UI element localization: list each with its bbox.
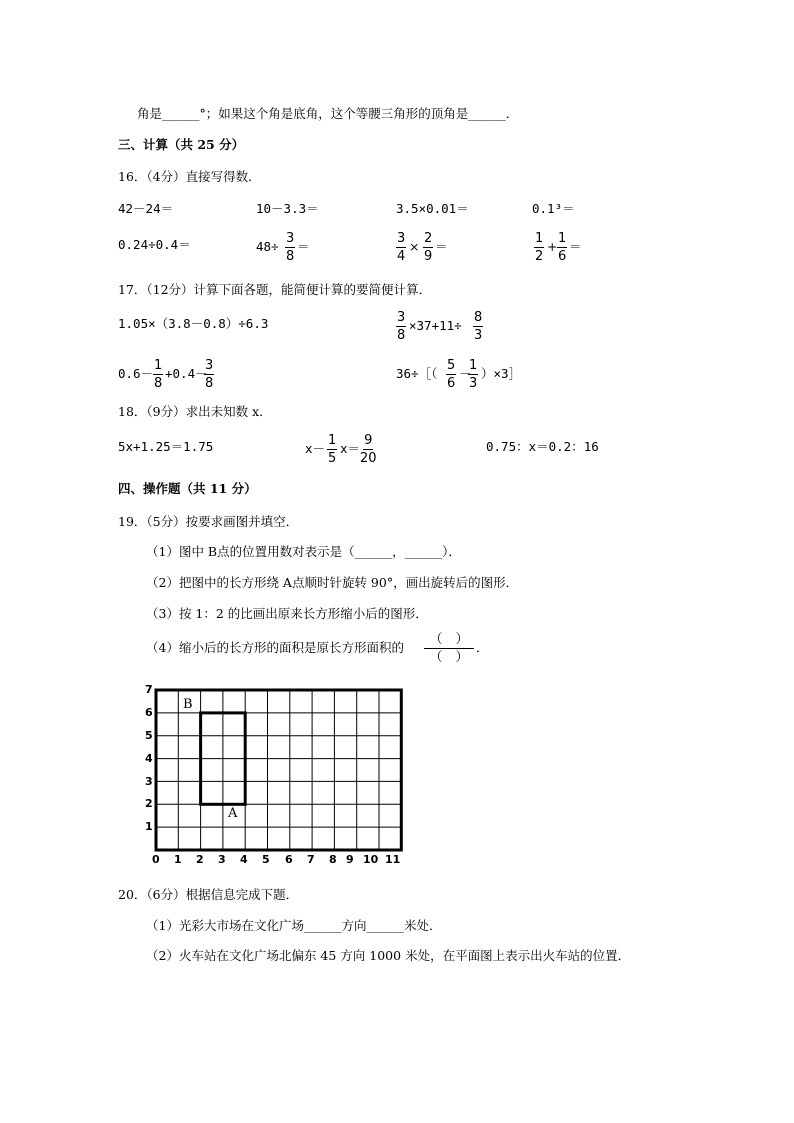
x-tick: 7 [307,853,315,866]
section-3-heading: 三、计算（共 25 分） [118,137,245,152]
y-tick: 4 [145,752,153,765]
equals-sign: ＝ [435,239,448,254]
coordinate-grid[interactable] [140,680,420,870]
section-4-heading: 四、操作题（共 11 分） [118,481,257,496]
q16-expr-3: 3.5×0.01＝ [396,201,469,216]
y-tick: 2 [145,797,153,810]
q18-heading: 18．（9分）求出未知数 x． [118,404,272,419]
fraction-5-6: $\frac{5}{6}$ [447,358,456,391]
q19-sub-2: （2）把图中的长方形绕 A点顺时针旋转 90°，画出旋转后的图形． [146,575,519,590]
fraction-1-6: $\frac{1}{6}$ [558,231,567,264]
q17-expr-3-part-a: 0.6－ [118,366,154,381]
q18-eq-2-part-b: x＝ [340,441,361,456]
plus-sign: + [547,239,558,254]
equals-sign: ＝ [297,239,310,254]
minus-sign: － [459,366,472,381]
y-tick: 7 [145,683,153,696]
point-b-label: B [183,697,193,712]
fraction-1-2: $\frac{1}{2}$ [535,231,544,264]
x-tick: 1 [174,853,182,866]
q20-heading: 20．（6分）根据信息完成下题． [118,887,299,902]
x-tick: 4 [240,853,248,866]
q17-expr-4-part-b: ）×3］ [481,366,522,381]
x-tick: 10 [363,853,379,866]
q16-expr-1: 42－24＝ [118,201,174,216]
q16-heading: 16．（4分）直接写得数． [118,169,261,184]
x-tick: 3 [218,853,226,866]
period: ． [476,640,489,655]
q16-expr-6-prefix: 48÷ [256,239,279,254]
fraction-3-8: $\frac{3}{8}$ [205,358,214,391]
grid-lines [156,690,401,850]
fraction-3-4: $\frac{3}{4}$ [397,231,406,264]
q16-expr-5: 0.24÷0.4＝ [118,237,191,252]
q18-eq-2-part-a: x－ [305,441,326,456]
q17-expr-4-part-a: 36÷［（ [396,366,438,381]
y-tick: 5 [145,729,153,742]
fraction-3-8: $\frac{3}{8}$ [286,231,295,264]
x-tick: 5 [262,853,270,866]
q19-sub-4: （4）缩小后的长方形的面积是原长方形面积的 [146,640,404,655]
x-tick: 8 [329,853,337,866]
x-tick: 11 [385,853,401,866]
fraction-8-3: $\frac{8}{3}$ [474,310,483,343]
q17-expr-3-part-b: +0.4－ [165,366,208,381]
y-tick: 1 [145,820,153,833]
q19-sub-1: （1）图中 B点的位置用数对表示是（______，______）． [146,544,461,559]
x-tick: 2 [196,853,204,866]
x-tick: 6 [285,853,293,866]
q16-expr-4: 0.1³＝ [532,201,575,216]
fraction-1-3: $\frac{1}{3}$ [469,358,478,391]
fraction-9-20: $\frac{9}{20}$ [360,433,377,466]
grid-border [156,690,401,850]
continued-question-line: 角是______°；如果这个角是底角，这个等腰三角形的顶角是______． [137,106,519,121]
q20-sub-1: （1）光彩大市场在文化广场______方向______米处． [146,918,442,933]
q19-sub-3: （3）按 1：2 的比画出原来长方形缩小后的图形． [146,606,428,621]
fraction-1-5: $\frac{1}{5}$ [328,433,337,466]
q17-heading: 17．（12分）计算下面各题，能简便计算的要简便计算． [118,282,432,297]
fraction-2-9: $\frac{2}{9}$ [424,231,433,264]
point-a-label: A [228,806,238,821]
equals-sign: ＝ [569,239,582,254]
x-tick: 9 [346,853,354,866]
q19-heading: 19．（5分）按要求画图并填空． [118,514,299,529]
x-tick: 0 [152,853,160,866]
y-tick: 3 [145,775,153,788]
q17-expr-1: 1.05×（3.8－0.8）÷6.3 [118,316,269,331]
q18-eq-3: 0.75：x＝0.2：16 [486,439,599,454]
answer-fraction-blank[interactable]: （ ） （ ） [424,633,474,665]
q20-sub-2: （2）火车站在文化广场北偏东 45 方向 1000 米处，在平面图上表示出火车站的位置． [146,948,631,963]
q16-expr-2: 10－3.3＝ [256,201,319,216]
times-sign: × [409,239,420,254]
fraction-3-8: $\frac{3}{8}$ [397,310,406,343]
y-tick: 6 [145,706,153,719]
fraction-1-8: $\frac{1}{8}$ [154,358,163,391]
q17-expr-2-middle: ×37+11÷ [409,318,462,333]
q18-eq-1: 5x+1.25＝1.75 [118,439,214,454]
